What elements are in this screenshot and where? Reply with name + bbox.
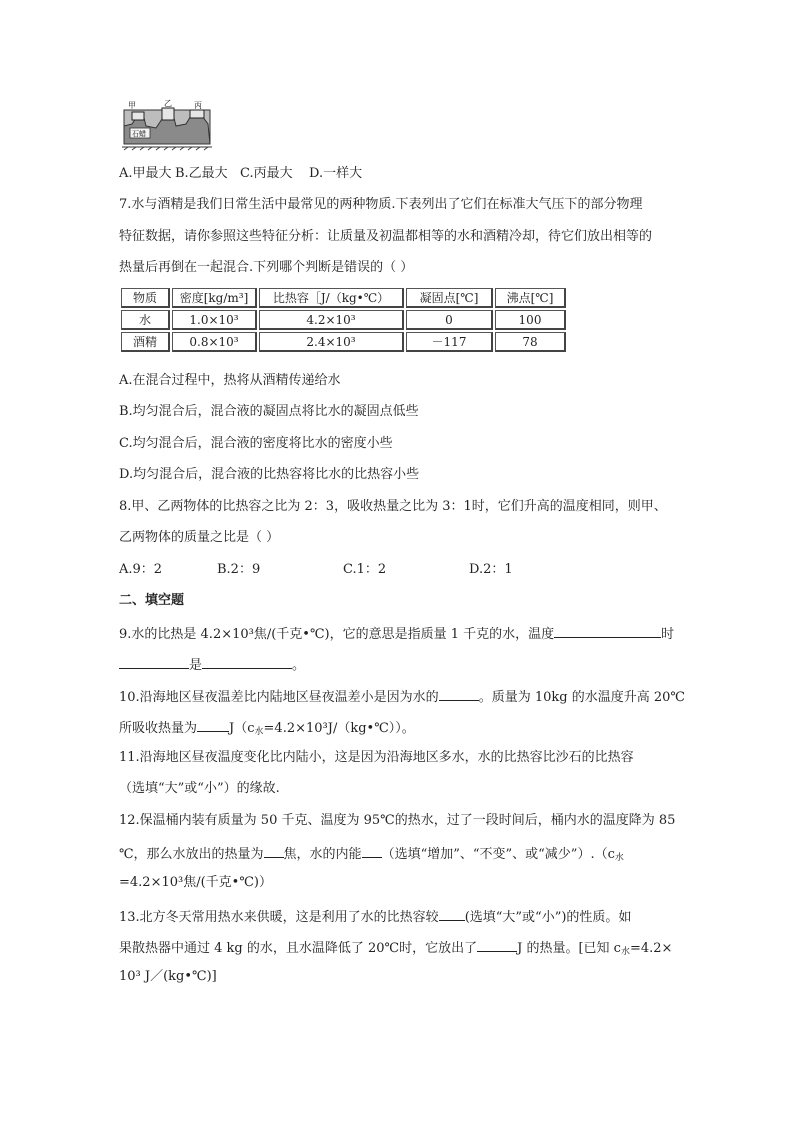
q13-line-1 [119,906,631,927]
table-cell: 2.4×10³ [259,332,404,352]
q7-option-d: D.均匀混合后，混合液的比热容将比水的比热容小些 [119,467,420,482]
q6-option-b: B.乙最大 [175,166,228,181]
q6-option-d: D.一样大 [309,166,363,181]
q13-text-3: 果散热器中通过 4 kg 的水，且水温降低了 20℃时，它放出了 [119,941,478,956]
q13-blank-1[interactable] [439,906,465,921]
table-cell: 酒精 [121,332,170,352]
q12-line-3: =4.2×10³焦/(千克•℃)） [119,875,272,890]
figure-label-bing: 丙 [194,101,202,110]
q8-option-d: D.2：1 [469,562,513,577]
q12-text-1: ℃，那么水放出的热量为 [119,847,264,862]
table-header-cell: 凝固点[℃] [406,288,493,308]
q13-line-3: 10³ J／(kg•℃)] [119,969,217,984]
q13-line-2 [119,937,672,961]
q10-subscript: 水 [254,727,264,737]
q6-option-a: A.甲最大 [119,166,172,181]
figure-label-yi: 乙 [164,99,172,108]
table-header-cell: 物质 [121,288,170,308]
properties-table [119,286,568,354]
table-cell: 100 [495,310,566,330]
q8-options [119,561,513,579]
q13-text-5: =4.2× [629,941,673,956]
q13-subscript: 水 [620,947,630,957]
q13-text-2: (选填“大”或“小”)的性质。如 [464,910,632,925]
q7-line-1: 7.水与酒精是我们日常生活中最常见的两种物质.下表列出了它们在标准大气压下的部分物理 [119,197,643,212]
q6-options [119,165,362,183]
q9-text-1: 9.水的比热是 4.2×10³焦/(千克•℃)，它的意思是指质量 1 千克的水，温度 [119,627,555,642]
q7-line-2: 特征数据，请你参照这些特征分析：让质量及初温都相等的水和酒精冷却，待它们放出相等的 [119,229,653,244]
table-cell: －117 [406,332,493,352]
containers-on-wax-figure [122,98,212,154]
table-row [121,310,566,330]
q11-line-1: 11.沿海地区昼夜温度变化比内陆小，这是因为沿海地区多水，水的比热容比沙石的比热容 [119,750,634,765]
q10-line-2 [119,717,415,741]
q12-text-2: 焦，水的内能 [283,847,362,862]
q7-option-c: C.均匀混合后，混合液的密度将比水的密度小些 [119,436,393,451]
q9-line-2 [119,654,305,675]
q10-blank-1[interactable] [439,686,479,701]
q7-line-3: 热量后再倒在一起混合.下列哪个判断是错误的（ ） [119,260,414,275]
table-cell: 78 [495,332,566,352]
table-cell: 0.8×10³ [172,332,257,352]
figure-label-jia: 甲 [128,101,136,110]
q13-text-4: J 的热量。[已知 c [517,941,621,956]
table-row [121,332,566,352]
q9-blank-1[interactable] [554,623,661,638]
q13-text-1: 13.北方冬天常用热水来供暖，这是利用了水的比热容较 [119,910,439,925]
q10-text-1: 10.沿海地区昼夜温差比内陆地区昼夜温差小是因为水的 [119,690,439,705]
table-cell: 0 [406,310,493,330]
q7-option-b: B.均匀混合后，混合液的凝固点将比水的凝固点低些 [119,404,419,419]
q10-text-2: 。质量为 10kg 的水温度升高 20℃ [478,690,685,705]
q10-blank-2[interactable] [197,717,229,732]
q9-blank-2[interactable] [119,654,189,669]
q6-option-c: C.丙最大 [240,166,293,181]
q10-text-5: =4.2×10³J/（kg•℃））。 [263,721,415,736]
q9-text-2: 时 [661,627,675,642]
table-cell: 4.2×10³ [259,310,404,330]
q12-line-2 [119,843,624,867]
q9-line-1 [119,623,674,644]
q10-line-1 [119,686,685,707]
table-header-row [121,288,566,308]
q12-blank-2[interactable] [362,843,382,858]
q9-blank-3[interactable] [202,654,292,669]
q9-text-4: 。 [292,658,306,673]
q12-subscript: 水 [614,853,624,863]
table-header-cell: 沸点[℃] [495,288,566,308]
table-header-cell: 比热容［J/（kg•℃） [259,288,404,308]
q8-option-b: B.2：9 [217,562,261,577]
table-header-cell: 密度[kg/m³] [172,288,257,308]
q12-line-1: 12.保温桶内装有质量为 50 千克、温度为 95℃的热水，过了一段时间后，桶内水的温度降为 85 [119,813,676,828]
q8-option-a: A.9：2 [119,562,163,577]
q12-blank-1[interactable] [264,843,284,858]
q8-line-2: 乙两物体的质量之比是（ ） [119,530,280,545]
figure-label-wax: 石蜡 [132,130,146,138]
table-cell: 水 [121,310,170,330]
q8-line-1: 8.甲、乙两物体的比热容之比为 2：3，吸收热量之比为 3：1时，它们升高的温度相同，则甲、 [119,499,667,514]
q8-option-c: C.1：2 [343,562,387,577]
section-title: 二、填空题 [119,593,185,608]
q10-text-3: 所吸收热量为 [119,721,198,736]
q13-blank-2[interactable] [477,937,517,952]
q7-option-a: A.在混合过程中，热将从酒精传递给水 [119,373,341,388]
q10-text-4: J（c [229,721,255,736]
q12-text-3: （选填“增加”、“不变”、或“减少”）.（c [381,847,615,862]
table-cell: 1.0×10³ [172,310,257,330]
q9-text-3: 是 [189,658,203,673]
q11-line-2: （选填“大”或“小”）的缘故. [119,781,280,796]
